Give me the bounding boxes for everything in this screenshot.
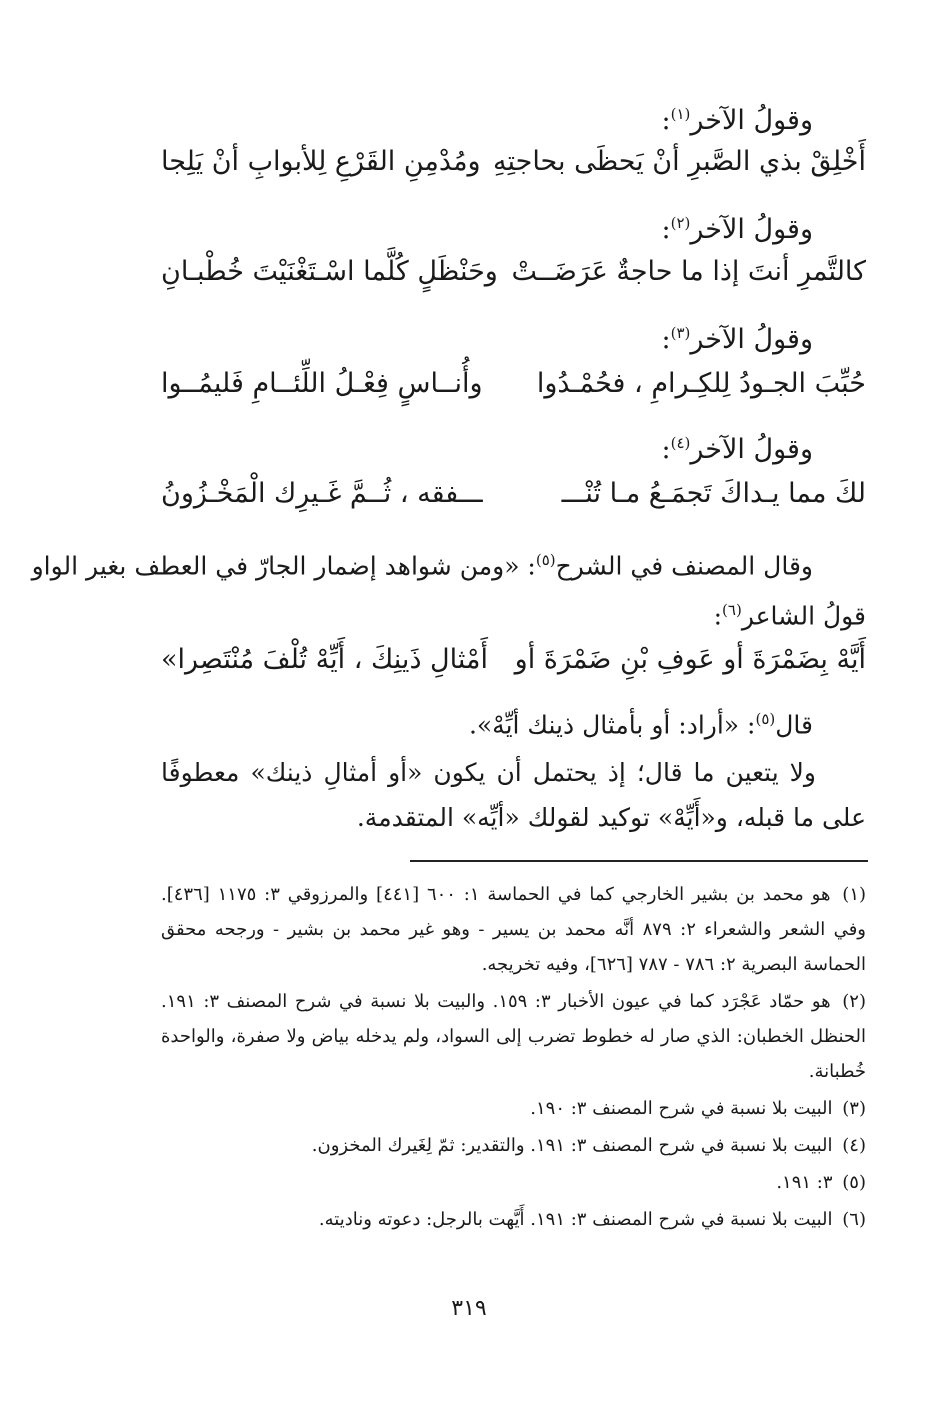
- footnote-number: (٦): [842, 1209, 866, 1230]
- footnote-number: (١): [842, 884, 867, 905]
- verse-first-hemistich: لكَ مما يـداكَ تَجمَـعُ مـا تُنْـــ: [561, 478, 866, 509]
- quote-intro-1: [113, 94, 813, 141]
- page-number: ٣١٩: [451, 1296, 487, 1321]
- quote-intro-2: [113, 203, 813, 250]
- footnote-6: [161, 1202, 866, 1237]
- intro-colon: :: [713, 601, 723, 631]
- verse-second-hemistich: ـــفقه ، ثُــمَّ غَـيرِك الْمَخْـزُونُ: [161, 478, 483, 509]
- footnote-ref[interactable]: (٥): [755, 710, 776, 728]
- verse-first-hemistich: كالتَّمرِ أنتَ إذا ما حاجةٌ عَرَضَــتْ: [511, 256, 866, 287]
- verse-3: [161, 362, 866, 406]
- prose-text: : «أراد: أو بأمثال ذينك أيِّهْ».: [468, 710, 756, 740]
- footnote-text: ٣: ١٩١.: [776, 1172, 833, 1193]
- footnote-number: (٢): [842, 991, 866, 1012]
- footnote-2: [161, 984, 866, 1089]
- prose-paragraph-2: [113, 699, 813, 745]
- verse-second-hemistich: ومُدْمِنِ القَرْعِ لِلأبوابِ أنْ يَلِجا: [161, 146, 481, 177]
- footnote-text: البيت بلا نسبة في شرح المصنف ٣: ١٩٠.: [530, 1098, 833, 1119]
- prose-text: : «ومن شواهد إضمار الجارّ في العطف بغير الواو: [31, 551, 536, 581]
- quote-intro-3: [113, 313, 813, 360]
- verse-second-hemistich: أَمْثالِ ذَينِكَ ، أَيِّهْ تُلْفَ مُنْتَصِرا»: [161, 644, 489, 675]
- prose-paragraph-1: [31, 540, 813, 586]
- poet-intro: [166, 590, 866, 636]
- footnotes: [161, 877, 866, 1239]
- verse-1: [161, 140, 866, 184]
- quote-intro-4: [113, 423, 813, 470]
- prose-text: قال: [775, 710, 813, 740]
- footnote-number: (٣): [842, 1098, 866, 1119]
- verse-second-hemistich: وأُنــاسٍ فِعْـلُ اللِّئــامِ فَليمُــوا: [161, 368, 483, 399]
- footnote-text: هو حمّاد عَجْرَد كما في عيون الأخبار ٣: ١٥٩. والبيت بلا نسبة في شرح المصنف ٣: ١٩١. الحنظل الخطبان: الذي صار له خطوط تضرب إلى السواد، ولم يدخله بياض ولا صفرة، والواحدة خُطبانة.: [161, 991, 866, 1082]
- prose-text: وقال المصنف في الشرح: [555, 551, 813, 581]
- footnote-3: [161, 1091, 866, 1126]
- footnote-ref[interactable]: (٤): [670, 434, 691, 452]
- intro-text: وقولُ الآخر: [690, 105, 813, 136]
- footnote-divider: [410, 860, 868, 862]
- footnote-4: [161, 1128, 866, 1163]
- intro-colon: :: [661, 434, 671, 465]
- verse-first-hemistich: أَيَّهْ بِضَمْرَةَ أو عَوفِ بْنِ ضَمْرَةَ أو: [514, 644, 866, 675]
- footnote-ref[interactable]: (٦): [722, 601, 742, 619]
- intro-colon: :: [661, 105, 671, 136]
- footnote-number: (٥): [842, 1172, 866, 1193]
- footnote-text: هو محمد بن بشير الخارجي كما في الحماسة ١: ٦٠٠ [٤٤١] والمرزوقي ٣: ١١٧٥ [٤٣٦]. وفي الشعر والشعراء ٢: ٨٧٩ أنَّه محمد بن يسير - وهو غير محمد بن بشير - ورجحه محقق الحماسة البصرية ٢: ٧٨٦ - ٧٨٧ [٦٢٦]، وفيه تخريجه.: [161, 884, 866, 975]
- intro-text: وقولُ الآخر: [690, 324, 813, 355]
- verse-first-hemistich: حُبِّبَ الجـودُ لِلكِـرامِ ، فحُمْـدُوا: [536, 368, 866, 399]
- intro-colon: :: [661, 324, 671, 355]
- footnote-ref[interactable]: (٣): [670, 324, 691, 342]
- verse-first-hemistich: أَخْلِقْ بذي الصَّبرِ أنْ يَحظَى بحاجتِهِ: [493, 146, 866, 177]
- verse-4: [161, 472, 866, 516]
- prose-paragraph-3: ولا يتعين ما قال؛ إذ يحتمل أن يكون «أو أمثالِ ذينك» معطوفًا على ما قبله، و«أَيِّهْ» توكيد لقولك «أيِّه» المتقدمة.: [161, 758, 866, 832]
- footnote-ref[interactable]: (٢): [670, 214, 691, 232]
- intro-text: وقولُ الآخر: [690, 214, 813, 245]
- footnote-text: البيت بلا نسبة في شرح المصنف ٣: ١٩١. أَيَّهت بالرجل: دعوته وناديته.: [318, 1209, 833, 1230]
- verse-2: [161, 250, 866, 294]
- intro-colon: :: [661, 214, 671, 245]
- intro-text: قولُ الشاعر: [741, 601, 866, 631]
- footnote-text: البيت بلا نسبة في شرح المصنف ٣: ١٩١. والتقدير: ثمّ لِغَيرك المخزون.: [311, 1135, 833, 1156]
- footnote-1: [161, 877, 866, 982]
- verse-5: [161, 638, 866, 682]
- footnote-ref[interactable]: (١): [670, 105, 691, 123]
- intro-text: وقولُ الآخر: [690, 434, 813, 465]
- verse-second-hemistich: وحَنْظَلٍ كُلَّما اسْـتَغْنَيْتَ خُطْبـانِ: [161, 256, 498, 287]
- footnote-ref[interactable]: (٥): [535, 551, 556, 569]
- footnote-number: (٤): [842, 1135, 866, 1156]
- footnote-5: [161, 1165, 866, 1200]
